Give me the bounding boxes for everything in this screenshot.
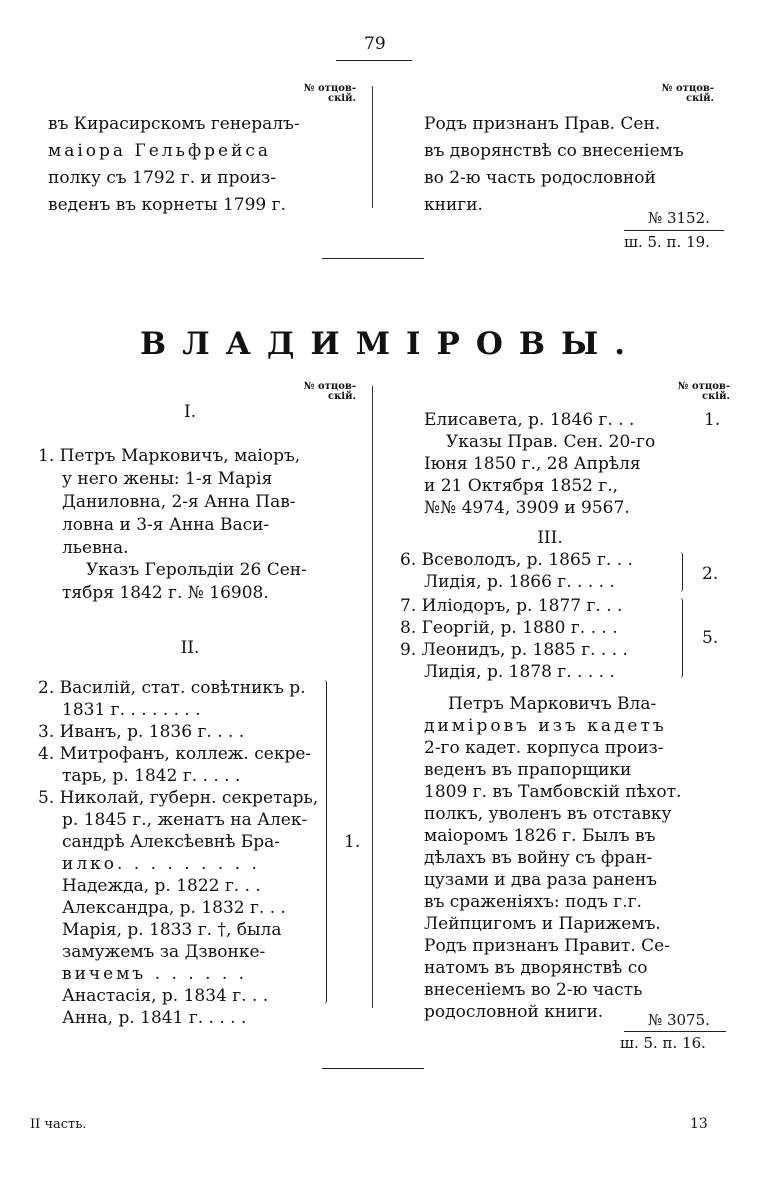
text-line: маіоромъ 1826 г. Былъ въ — [424, 826, 656, 846]
reference-location: ш. 5. п. 19. — [624, 233, 710, 251]
column-divider — [372, 386, 373, 1008]
text-line: Указъ Герольдіи 26 Сен- — [86, 560, 307, 580]
footer-part: II часть. — [30, 1117, 87, 1132]
text-line: маіора Гельфрейса — [48, 141, 272, 161]
text-line: Указы Прав. Сен. 20-го — [446, 432, 656, 452]
text-line: Іюня 1850 г., 28 Апрѣля — [424, 454, 641, 474]
list-item: Анастасія, р. 1834 г. . . — [62, 986, 269, 1006]
otcov-note-label: № отцов- скій. — [303, 381, 356, 402]
list-item: 2. Василій, стат. совѣтникъ р. — [38, 678, 306, 698]
otcov-note-label: № отцов- скій. — [661, 83, 714, 104]
top-left-text — [48, 114, 300, 216]
header-rule — [336, 60, 412, 61]
otcov-note-right — [658, 382, 730, 402]
elisaveta-number: 1. — [704, 410, 721, 430]
text-line: тября 1842 г. № 16908. — [62, 583, 269, 603]
list-item: 9. Леонидъ, р. 1885 г. . . . — [400, 640, 628, 660]
reference-location-2: ш. 5. п. 16. — [620, 1034, 706, 1052]
entries-II — [38, 678, 318, 1029]
text-line: родословной книги. — [424, 1002, 604, 1022]
group-b — [400, 596, 628, 683]
text-line: цузами и два раза раненъ — [424, 870, 657, 890]
list-item: Лидія, р. 1878 г. . . . . — [424, 662, 615, 682]
text-line: №№ 4974, 3909 и 9567. — [424, 498, 630, 518]
group-number-b: 5. — [702, 628, 719, 648]
list-item: 1831 г. . . . . . . . — [62, 700, 201, 720]
section-heading-I: I. — [183, 402, 197, 422]
list-item: Анна, р. 1841 г. . . . . — [62, 1008, 247, 1028]
reference-rule — [624, 230, 724, 231]
decrees-right — [424, 432, 656, 519]
text-line: 1809 г. въ Тамбовскій пѣхот. — [424, 782, 682, 802]
list-item: Надежда, р. 1822 г. . . — [62, 876, 261, 896]
group-brace-b — [678, 598, 683, 678]
group-number-left: 1. — [344, 832, 361, 852]
list-item: 6. Всеволодъ, р. 1865 г. . . — [400, 550, 633, 570]
section-separator-bottom — [322, 1068, 424, 1069]
text-line: въ дворянствѣ со внесеніемъ — [424, 141, 684, 161]
reference-number: № 3152. — [648, 209, 710, 227]
text-line: диміровъ изъ кадетъ — [424, 716, 667, 736]
list-item: вичемъ . . . . . . — [62, 964, 248, 984]
otcov-note-left — [300, 382, 356, 402]
list-item: 7. Иліодоръ, р. 1877 г. . . — [400, 596, 623, 616]
group-a — [400, 550, 633, 593]
text-line: Родъ признанъ Правит. Се- — [424, 936, 670, 956]
bio-paragraph — [424, 694, 681, 1023]
text-line: Лейпцигомъ и Парижемъ. — [424, 914, 661, 934]
otcov-note-top-right — [658, 84, 714, 104]
entry-elisaveta: Елисавета, р. 1846 г. . . — [424, 410, 635, 430]
text-line: внесеніемъ во 2-ю часть — [424, 980, 643, 1000]
list-item: замужемъ за Дзвонке- — [62, 942, 266, 962]
list-item: Марія, р. 1833 г. †, была — [62, 920, 282, 940]
list-item: сандрѣ Алексѣевнѣ Бра- — [62, 832, 280, 852]
family-title: ВЛАДИМІРОВЫ. — [140, 326, 642, 362]
text-line: льевна. — [62, 538, 129, 558]
text-line: Петръ Марковичъ Вла- — [448, 694, 657, 714]
text-line: полкъ, уволенъ въ отставку — [424, 804, 672, 824]
text-line: веденъ въ корнеты 1799 г. — [48, 195, 286, 215]
text-line: во 2-ю часть родословной — [424, 168, 656, 188]
text-line: Даниловна, 2-я Анна Пав- — [62, 492, 296, 512]
list-item: илко. . . . . . . . . — [62, 854, 260, 874]
section-separator — [322, 258, 424, 259]
text-line: книги. — [424, 195, 483, 215]
group-brace-a — [678, 552, 683, 592]
text-line: ловна и 3-я Анна Васи- — [62, 515, 270, 535]
text-line: у него жены: 1-я Марія — [62, 469, 273, 489]
entry-petr — [38, 446, 300, 559]
list-item: 5. Николай, губерн. секретарь, — [38, 788, 319, 808]
text-line: въ Кирасирскомъ генералъ- — [48, 114, 300, 134]
list-item: 4. Митрофанъ, коллеж. секре- — [38, 744, 312, 764]
text-line: полку съ 1792 г. и произ- — [48, 168, 277, 188]
text-line: въ сраженіяхъ: подъ г.г. — [424, 892, 642, 912]
list-item: 8. Георгій, р. 1880 г. . . . — [400, 618, 618, 638]
column-divider-top — [372, 86, 373, 208]
text-line: 2-го кадет. корпуса произ- — [424, 738, 664, 758]
text-line: дѣлахъ въ войну съ фран- — [424, 848, 653, 868]
text-line: 1. Петръ Марковичъ, маіоръ, — [38, 446, 301, 466]
group-brace-left — [322, 680, 327, 1004]
text-line: натомъ въ дворянствѣ со — [424, 958, 648, 978]
text-line: и 21 Октября 1852 г., — [424, 476, 619, 496]
text-line: веденъ въ прапорщики — [424, 760, 632, 780]
list-item: Александра, р. 1832 г. . . — [62, 898, 286, 918]
text-line: Родъ признанъ Прав. Сен. — [424, 114, 661, 134]
top-right-text — [424, 114, 684, 216]
list-item: Лидія, р. 1866 г. . . . . — [424, 572, 615, 592]
page-number: 79 — [364, 34, 386, 54]
otcov-note-label: № отцов- скій. — [677, 381, 730, 402]
reference-number-2: № 3075. — [648, 1011, 710, 1029]
otcov-note-top-left — [300, 84, 356, 104]
reference-rule-2 — [624, 1031, 726, 1032]
group-number-a: 2. — [702, 564, 719, 584]
list-item: 3. Иванъ, р. 1836 г. . . . — [38, 722, 245, 742]
list-item: тарь, р. 1842 г. . . . . — [62, 766, 241, 786]
list-item: р. 1845 г., женатъ на Алек- — [62, 810, 308, 830]
section-heading-II: II. — [180, 638, 200, 658]
footer-signature-number: 13 — [690, 1116, 708, 1132]
otcov-note-label: № отцов- скій. — [303, 83, 356, 104]
decree-left — [62, 560, 307, 604]
section-heading-III: III. — [537, 528, 563, 548]
